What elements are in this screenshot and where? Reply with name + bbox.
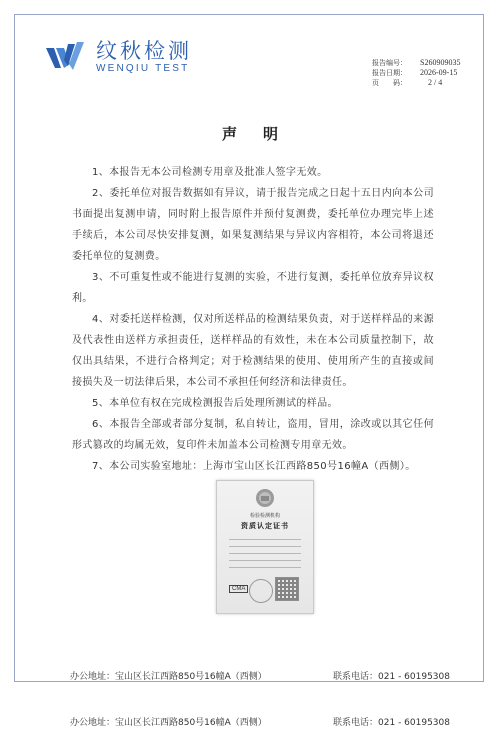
statement-list (72, 162, 434, 477)
logo-english-name: WENQIU TEST (96, 63, 190, 74)
company-logo (44, 38, 192, 76)
national-emblem-icon (255, 488, 275, 508)
page-title: 声明 (221, 125, 304, 143)
report-date-row (372, 68, 460, 78)
qualification-certificate-image (216, 480, 314, 614)
wq-logo-icon (44, 38, 90, 76)
certificate-seal (249, 579, 273, 603)
page-number: 2 / 4 (428, 78, 443, 87)
footer-outer (70, 715, 450, 728)
statement-item: 4、对委托送样检测，仅对所送样品的检测结果负责，对于送样样品的来源及代表性由送样方承担责任，送样样品的有效性，未在本公司质量控制下，故仅出具结果，不进行合格判定；对于检测结果的使用、使用所产生的直接或间接损失及一切法律后果，本公司不承担任何经济和法律责任。 (72, 314, 434, 388)
statement-item: 2、委托单位对报告数据如有异议，请于报告完成之日起十五日内向本公司书面提出复测申请，同时附上报告原件并预付复测费，委托单位办理完毕上述手续后，本公司尽快安排复测，如果复测结果与异议内容相符，本公司将退还委托单位的复测费。 (72, 188, 434, 262)
statement-item: 7、本公司实验室地址：上海市宝山区长江西路850号16幢A（西侧）。 (92, 461, 416, 472)
report-number: S260909035 (420, 58, 461, 67)
statement-item: 6、本报告全部或者部分复制，私自转让，盗用，冒用，涂改或以其它任何形式篡改的均属无效，复印件未加盖本公司检测专用章无效。 (72, 419, 434, 451)
statement-item: 1、本报告无本公司检测专用章及批准人签字无效。 (92, 167, 328, 178)
office-address: 办公地址：宝山区长江西路850号16幢A（西侧） (70, 718, 267, 728)
certificate-title: 资质认定证书 (241, 522, 289, 530)
statement-item: 5、本单位有权在完成检测报告后处理所测试的样品。 (92, 398, 338, 409)
meta-label: 页 码： (372, 79, 407, 87)
meta-label: 报告日期： (372, 69, 407, 77)
report-meta (372, 58, 460, 88)
contact-phone: 联系电话：021 - 60195308 (333, 672, 450, 682)
certificate-text-lines (229, 539, 301, 574)
footer-inner (70, 669, 450, 682)
certificate-subtitle: 检验检测机构 (249, 513, 280, 519)
page-number-row (372, 78, 460, 88)
office-address: 办公地址：宝山区长江西路850号16幢A（西侧） (70, 672, 267, 682)
contact-phone: 联系电话：021 - 60195308 (333, 718, 450, 728)
qr-code-icon (275, 577, 299, 601)
logo-chinese-name: 纹秋检测 (96, 39, 192, 63)
meta-label: 报告编号： (372, 59, 407, 67)
cma-mark: CMA (229, 585, 248, 593)
statement-item: 3、不可重复性或不能进行复测的实验，不进行复测，委托单位放弃异议权利。 (72, 272, 434, 304)
report-date: 2026-09-15 (420, 68, 458, 77)
report-number-row (372, 58, 460, 68)
